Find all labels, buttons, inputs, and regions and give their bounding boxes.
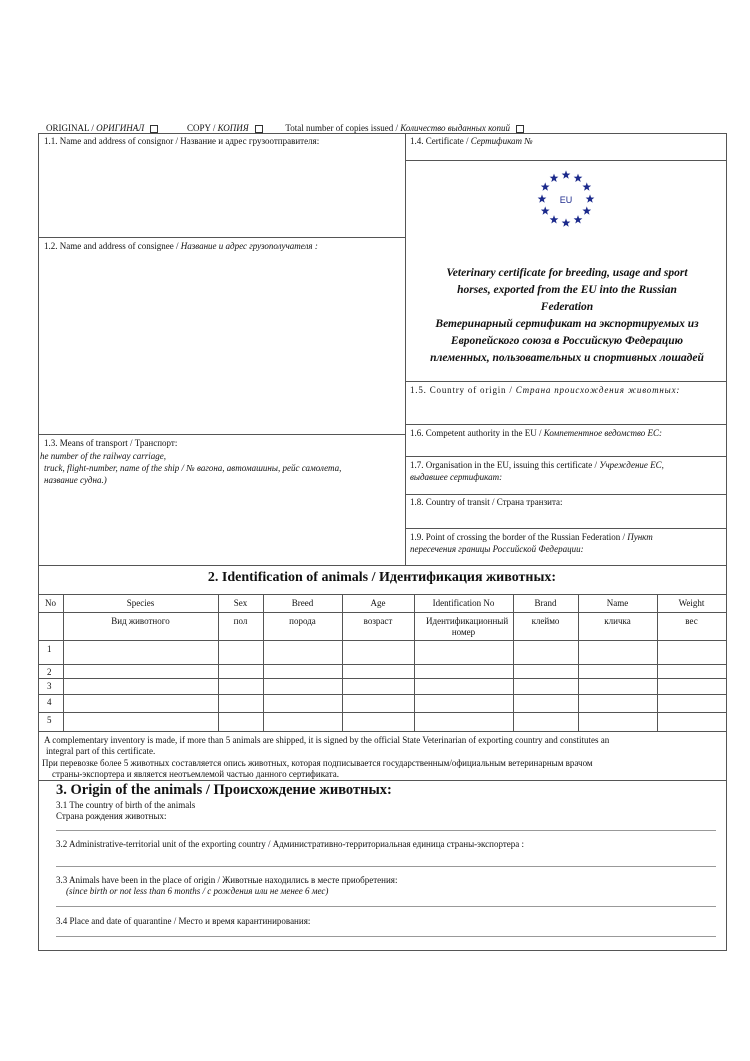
field-1-3-note-1: he number of the railway carriage,	[40, 451, 166, 461]
divider-section1-end	[38, 565, 726, 566]
field-1-5-ru: Страна происхождения животных:	[515, 385, 681, 395]
frame-bottom	[38, 950, 726, 951]
table-header-ru: Идентификационный номер	[426, 616, 509, 637]
eu-star	[562, 170, 571, 178]
field-1-5-label	[410, 385, 680, 396]
eu-star	[538, 194, 547, 202]
field-3-4-line[interactable]	[56, 936, 716, 937]
field-1-3-note-2: truck, flight-number, name of the ship / № вагона, автомашины, рейс самолета,	[44, 463, 342, 473]
table-header-en: No	[45, 598, 56, 608]
eu-star	[574, 174, 583, 182]
frame-right	[726, 133, 727, 951]
title-line-2: horses, exported from the EU into the Russian	[457, 284, 677, 296]
total-copies-label-ru: Количество выданных копий	[400, 123, 510, 133]
eu-star	[586, 194, 595, 202]
table-row-line	[38, 678, 726, 679]
table-row-line	[38, 664, 726, 665]
eu-emblem-label: EU	[559, 195, 573, 205]
original-label: ORIGINAL /	[46, 123, 97, 133]
table-header-ru: порода	[289, 616, 316, 626]
eu-star	[582, 206, 591, 214]
inventory-note-en-2: integral part of this certificate.	[46, 746, 156, 756]
field-1-3-label: 1.3. Means of transport / Транспорт:	[44, 438, 178, 448]
divider-title-15	[405, 381, 726, 382]
table-header-ru: возраст	[363, 616, 393, 626]
field-1-3-note-3: название судна.)	[44, 475, 107, 485]
table-column-line	[218, 594, 219, 731]
title-line-6: племенных, пользовательных и спортивных лошадей	[430, 352, 704, 364]
field-1-9-ru: Пункт	[627, 532, 653, 542]
table-column-line	[263, 594, 264, 731]
divider-section3	[38, 780, 726, 781]
eu-star	[574, 215, 583, 223]
eu-star	[562, 218, 571, 226]
section-2-heading: 2. Identification of animals / Идентификация животных:	[207, 570, 557, 585]
copy-label: COPY /	[186, 123, 218, 133]
title-line-3: Federation	[540, 301, 594, 313]
field-3-2-label: 3.2 Administrative-territorial unit of the exporting country / Административно-территориальная единица страны-экспортера :	[56, 839, 525, 849]
table-column-line	[513, 594, 514, 731]
table-header-en: Breed	[291, 598, 314, 608]
field-3-4-label: 3.4 Place and date of quarantine / Место и время карантинирования:	[56, 916, 311, 926]
table-header-en: Sex	[233, 598, 248, 608]
table-row-number: 2	[47, 667, 52, 677]
table-header-ru: клеймо	[531, 616, 560, 626]
field-1-6-ru: Компетентное ведомство ЕС:	[543, 428, 662, 438]
field-1-8-label: 1.8. Country of transit / Страна транзита:	[410, 497, 563, 507]
table-header-en: Brand	[534, 598, 557, 608]
table-header-en: Identification No	[432, 598, 495, 608]
field-1-2-ru: Название и адрес грузополучателя :	[180, 241, 318, 251]
field-1-4-ru: Сертификат №	[470, 136, 533, 146]
table-column-line	[38, 594, 39, 731]
table-row-line	[38, 612, 726, 613]
table-header-ru: Вид животного	[111, 616, 170, 626]
field-1-2-en: 1.2. Name and address of consignee /	[44, 241, 181, 251]
eu-star	[541, 182, 550, 190]
field-1-2-label	[44, 241, 318, 252]
frame-left	[38, 133, 39, 951]
field-3-3-sub: (since birth or not less than 6 months / с рождения или не менее 6 мес)	[66, 886, 329, 896]
field-3-3-line[interactable]	[56, 906, 716, 907]
field-1-7-label	[410, 460, 664, 471]
divider-12-13	[38, 434, 405, 435]
inventory-note-en-1: A complementary inventory is made, if more than 5 animals are shipped, it is signed by the official State Veterinarian of exporting country and constitutes an	[44, 735, 610, 745]
table-row-line	[38, 640, 726, 641]
total-copies-label: Total number of copies issued /	[285, 123, 401, 133]
inventory-note-ru-2: страны-экспортера и является неотъемлемой частью данного сертификата.	[52, 769, 339, 779]
table-column-line	[657, 594, 658, 731]
field-1-9-label	[410, 532, 653, 543]
column-divider	[405, 133, 406, 565]
table-header-ru: кличка	[604, 616, 631, 626]
table-header-en: Age	[370, 598, 386, 608]
field-1-7-en: 1.7. Organisation in the EU, issuing this certificate /	[410, 460, 600, 470]
field-1-7-label-2: выдавшее сертификат:	[410, 472, 503, 482]
field-1-9-en: 1.9. Point of crossing the border of the Russian Federation /	[410, 532, 628, 542]
table-column-line	[63, 594, 64, 731]
divider-16-17	[405, 456, 726, 457]
table-column-line	[726, 594, 727, 731]
field-3-1-line[interactable]	[56, 830, 716, 831]
table-row-line	[38, 712, 726, 713]
divider-14	[405, 160, 726, 161]
field-1-4-label	[410, 136, 533, 147]
field-1-5-en: 1.5. Country of origin /	[410, 385, 516, 395]
field-3-3-label: 3.3 Animals have been in the place of origin / Животные находились в месте приобретения:	[56, 875, 398, 885]
eu-star	[550, 215, 559, 223]
divider-15-16	[405, 424, 726, 425]
divider-11-12	[38, 237, 405, 238]
original-checkbox[interactable]	[150, 125, 158, 133]
eu-star	[550, 174, 559, 182]
eu-star	[582, 182, 591, 190]
field-1-6-label	[410, 428, 662, 439]
field-3-1-label-ru: Страна рождения животных:	[56, 811, 167, 821]
divider-18-19	[405, 528, 726, 529]
table-row-number: 4	[47, 697, 52, 707]
table-row-line	[38, 694, 726, 695]
title-line-5: Европейского союза в Российскую Федерацию	[450, 335, 684, 347]
field-3-1-label: 3.1 The country of birth of the animals	[56, 800, 196, 810]
table-header-ru: вес	[685, 616, 698, 626]
table-column-line	[414, 594, 415, 731]
table-header-en: Name	[606, 598, 629, 608]
eu-star	[541, 206, 550, 214]
section-3-heading: 3. Origin of the animals / Происхождение животных:	[56, 782, 392, 798]
certificate-title	[410, 265, 724, 367]
table-row-number: 3	[47, 681, 52, 691]
table-row-number: 5	[47, 715, 52, 725]
field-1-1-label: 1.1. Name and address of consignor / Название и адрес грузоотправителя:	[44, 136, 320, 146]
title-line-1: Veterinary certificate for breeding, usage and sport	[446, 267, 688, 279]
table-header-en: Weight	[678, 598, 705, 608]
title-line-4: Ветеринарный сертификат на экспортируемых из	[435, 318, 699, 330]
table-top	[38, 594, 726, 595]
divider-17-18	[405, 494, 726, 495]
original-label-ru: ОРИГИНАЛ	[96, 123, 145, 133]
field-1-9-label-2: пересечения границы Российской Федерации:	[410, 544, 584, 554]
field-1-7-ru: Учреждение ЕС,	[599, 460, 664, 470]
field-1-6-en: 1.6. Competent authority in the EU /	[410, 428, 544, 438]
total-copies-checkbox[interactable]	[516, 125, 524, 133]
inventory-note-ru-1: При перевозке более 5 животных составляется опись животных, которая подписывается государственным/официальным ветеринарным врачом	[42, 758, 593, 768]
copy-checkbox[interactable]	[255, 125, 263, 133]
table-header-en: Species	[126, 598, 155, 608]
copy-label-ru: КОПИЯ	[217, 123, 249, 133]
field-3-2-line[interactable]	[56, 866, 716, 867]
table-column-line	[578, 594, 579, 731]
field-1-4-en: 1.4. Certificate /	[410, 136, 471, 146]
table-header-ru: пол	[233, 616, 248, 626]
frame-top	[38, 133, 726, 134]
table-row-line	[38, 731, 726, 732]
table-row-number: 1	[47, 644, 52, 654]
eu-emblem	[533, 168, 599, 230]
table-column-line	[342, 594, 343, 731]
